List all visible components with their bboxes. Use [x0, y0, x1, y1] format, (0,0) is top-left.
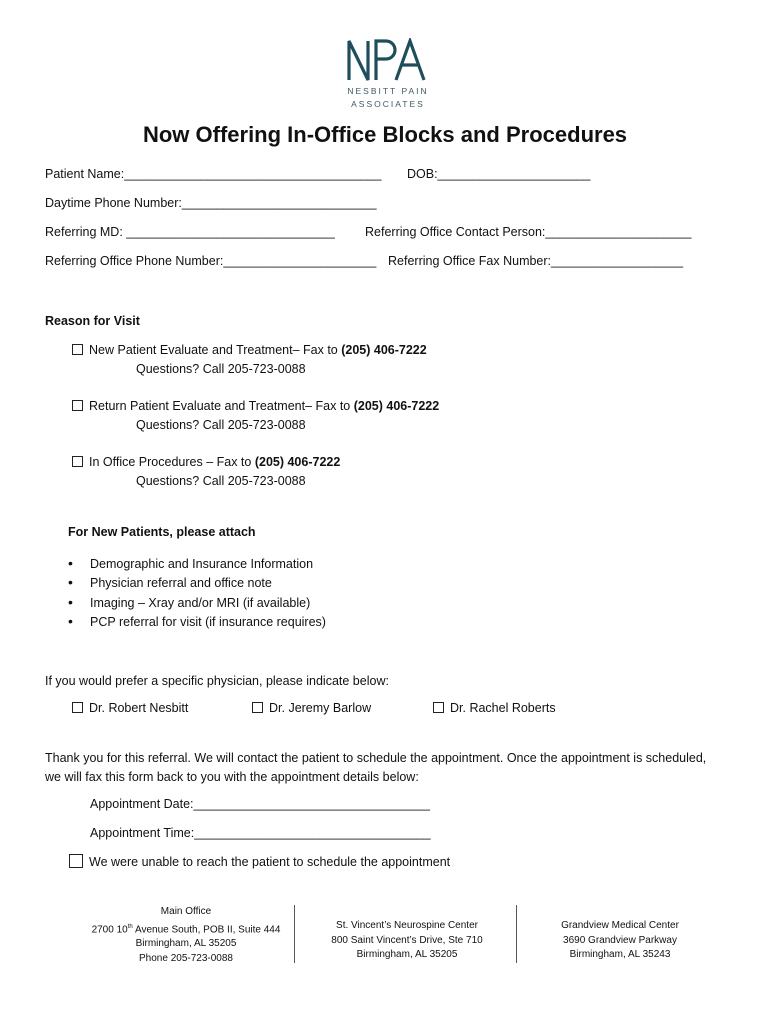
- office-phone-field[interactable]: Referring Office Phone Number:______________________: [45, 254, 377, 268]
- patient-name-field[interactable]: Patient Name:_____________________________________: [45, 167, 382, 181]
- bullet-icon: •: [68, 574, 73, 590]
- footer-divider: [516, 905, 517, 963]
- office-contact-field[interactable]: Referring Office Contact Person:_____________________: [365, 225, 692, 239]
- checkbox[interactable]: [433, 702, 444, 713]
- appointment-time-field[interactable]: Appointment Time:__________________________________: [90, 826, 431, 840]
- daytime-phone-field[interactable]: Daytime Phone Number:____________________________: [45, 196, 377, 210]
- reason-questions-return: Questions? Call 205-723-0088: [136, 418, 306, 432]
- reason-heading: Reason for Visit: [45, 314, 140, 328]
- bullet-icon: •: [68, 613, 73, 629]
- footer-st-vincents: St. Vincent’s Neurospine Center 800 Saint Vincent’s Drive, Ste 710 Birmingham, AL 35205: [331, 920, 483, 960]
- checkbox[interactable]: [72, 400, 83, 411]
- reason-questions-new: Questions? Call 205-723-0088: [136, 362, 306, 376]
- reason-option-return[interactable]: Return Patient Evaluate and Treatment– Fax to (205) 406-7222: [72, 399, 439, 413]
- checkbox[interactable]: [252, 702, 263, 713]
- dob-field[interactable]: DOB:______________________: [407, 167, 591, 181]
- npa-logo-mark: [346, 38, 430, 82]
- thanks-paragraph: Thank you for this referral. We will contact the patient to schedule the appointment. Once the appointment is scheduled, we will fax this form back to you with the appointment details below:: [45, 751, 707, 784]
- list-item: Demographic and Insurance Information: [90, 557, 314, 571]
- logo-line-1: NESBITT PAIN: [347, 86, 429, 96]
- referring-md-field[interactable]: Referring MD: ______________________________: [45, 225, 335, 239]
- logo-line-2: ASSOCIATES: [351, 99, 425, 109]
- footer-main-office: Main Office 2700 10th Avenue South, POB II, Suite 444 Birmingham, AL 35205 Phone 205-723-0088: [91, 906, 281, 964]
- physician-option-roberts[interactable]: Dr. Rachel Roberts: [433, 701, 556, 715]
- physician-option-nesbitt[interactable]: Dr. Robert Nesbitt: [72, 701, 188, 715]
- bullet-icon: •: [68, 594, 73, 610]
- footer-divider: [294, 905, 295, 963]
- reason-option-procedures[interactable]: In Office Procedures – Fax to (205) 406-7222: [72, 455, 340, 469]
- list-item: PCP referral for visit (if insurance requires): [90, 615, 326, 629]
- reason-option-new[interactable]: New Patient Evaluate and Treatment– Fax to (205) 406-7222: [72, 343, 427, 357]
- footer-grandview: Grandview Medical Center 3690 Grandview Parkway Birmingham, AL 35243: [561, 920, 679, 960]
- checkbox[interactable]: [72, 344, 83, 355]
- attach-heading: For New Patients, please attach: [68, 525, 256, 539]
- checkbox[interactable]: [72, 702, 83, 713]
- checkbox[interactable]: [69, 854, 83, 868]
- bullet-icon: •: [68, 555, 73, 571]
- list-item: Imaging – Xray and/or MRI (if available): [90, 596, 311, 610]
- physician-option-barlow[interactable]: Dr. Jeremy Barlow: [252, 701, 371, 715]
- page-title: Now Offering In-Office Blocks and Procedures: [142, 122, 628, 147]
- physician-prompt: If you would prefer a specific physician, please indicate below:: [45, 674, 389, 688]
- appointment-date-field[interactable]: Appointment Date:__________________________________: [90, 797, 430, 811]
- checkbox[interactable]: [72, 456, 83, 467]
- office-fax-field[interactable]: Referring Office Fax Number:___________________: [388, 254, 684, 268]
- reason-questions-procedures: Questions? Call 205-723-0088: [136, 474, 306, 488]
- unable-to-reach-option[interactable]: We were unable to reach the patient to schedule the appointment: [69, 854, 450, 869]
- list-item: Physician referral and office note: [90, 576, 272, 590]
